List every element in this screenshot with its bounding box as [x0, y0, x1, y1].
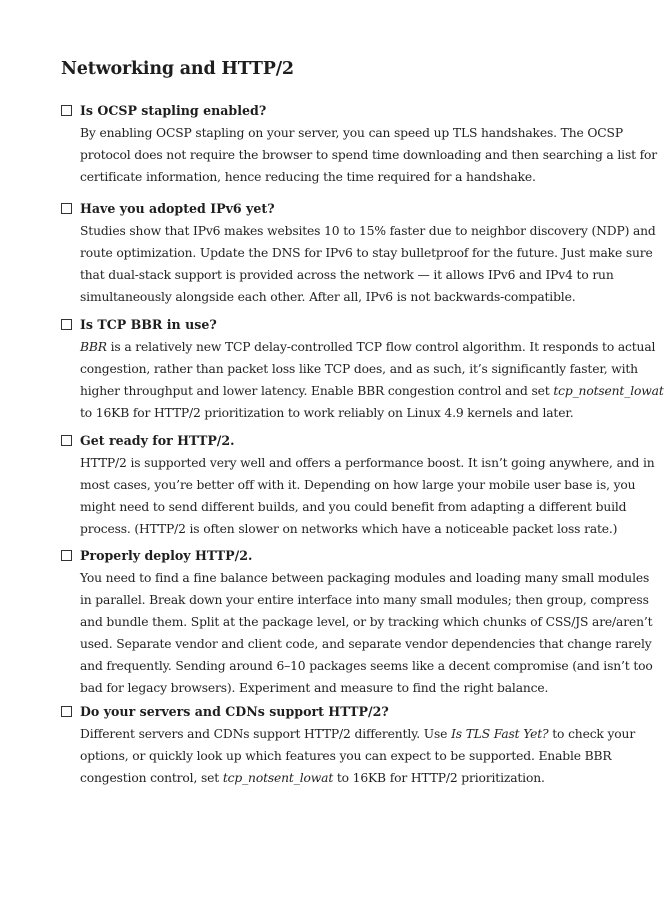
checklist-item-body [80, 723, 636, 789]
body-line: Studies show that IPv6 makes websites 10 to 15% faster due to neighbor discovery (NDP) and [80, 224, 656, 238]
body-line: By enabling OCSP stapling on your server, you can speed up TLS handshakes. The OCSP [80, 126, 623, 140]
checklist-item-title: Is OCSP stapling enabled? [61, 100, 591, 122]
body-line: and frequently. Sending around 6–10 packages seems like a decent compromise (and isn’t too [80, 659, 653, 673]
checklist-item-tcp-bbr [61, 314, 664, 424]
body-line: higher throughput and lower latency. Enable BBR congestion control and set tcp_notsent_lowat [80, 384, 664, 398]
checkbox-icon[interactable] [61, 435, 72, 446]
body-line: Different servers and CDNs support HTTP/2 differently. Use Is TLS Fast Yet? to check your [80, 727, 636, 741]
body-line: options, or quickly look up which features you can expect to be supported. Enable BBR [80, 749, 612, 763]
bbr-term: BBR [80, 340, 107, 354]
body-line: to 16KB for HTTP/2 prioritization to work reliably on Linux 4.9 kernels and later. [80, 406, 574, 420]
checklist-item-title: Have you adopted IPv6 yet? [61, 198, 591, 220]
body-line: congestion, rather than packet loss like TCP does, and as such, it’s significantly faster, with [80, 362, 638, 376]
checklist-item-title: Is TCP BBR in use? [61, 314, 591, 336]
checkbox-icon[interactable] [61, 105, 72, 116]
body-line: that dual-stack support is provided across the network — it allows IPv6 and IPv4 to run [80, 268, 614, 282]
body-line: You need to find a fine balance between packaging modules and loading many small modules [80, 571, 650, 585]
checklist-item-body [80, 336, 664, 424]
checklist-item-title: Get ready for HTTP/2. [61, 430, 591, 452]
body-line: used. Separate vendor and client code, and separate vendor dependencies that change rarely [80, 637, 652, 651]
checklist-item-body [80, 122, 658, 188]
checklist-item-cdn-http2 [61, 701, 636, 789]
checklist-item-body [80, 452, 655, 540]
checkbox-icon[interactable] [61, 203, 72, 214]
code-term: tcp_notsent_lowat [222, 771, 334, 785]
checklist-item-http2-ready [61, 430, 655, 540]
body-line: simultaneously alongside each other. After all, IPv6 is not backwards-compatible. [80, 290, 576, 304]
body-line: certificate information, hence reducing the time required for a handshake. [80, 170, 536, 184]
link-is-tls-fast-yet[interactable]: Is TLS Fast Yet? [451, 727, 549, 741]
checklist-item-http2-deploy [61, 545, 653, 699]
body-line: route optimization. Update the DNS for IPv6 to stay bulletproof for the future. Just make sure [80, 246, 653, 260]
section-heading: Networking and HTTP/2 [61, 59, 294, 79]
body-line: BBR is a relatively new TCP delay-controlled TCP flow control algorithm. It responds to actual [80, 340, 656, 354]
checklist-item-ipv6 [61, 198, 656, 308]
checkbox-icon[interactable] [61, 319, 72, 330]
body-line: and bundle them. Split at the package level, or by tracking which chunks of CSS/JS are/aren’t [80, 615, 653, 629]
body-line: protocol does not require the browser to spend time downloading and then searching a list for [80, 148, 658, 162]
body-line: process. (HTTP/2 is often slower on networks which have a noticeable packet loss rate.) [80, 522, 618, 536]
body-line: bad for legacy browsers). Experiment and measure to find the right balance. [80, 681, 549, 695]
checkbox-icon[interactable] [61, 706, 72, 717]
checkbox-icon[interactable] [61, 550, 72, 561]
checklist-item-ocsp [61, 100, 658, 188]
checklist-item-body [80, 220, 656, 308]
body-line: most cases, you’re better off with it. Depending on how large your mobile user base is, you [80, 478, 636, 492]
checklist-item-title: Properly deploy HTTP/2. [61, 545, 591, 567]
body-line: HTTP/2 is supported very well and offers a performance boost. It isn’t going anywhere, and in [80, 456, 655, 470]
checklist-item-title: Do your servers and CDNs support HTTP/2? [61, 701, 591, 723]
body-line: might need to send different builds, and you could benefit from adapting a different build [80, 500, 627, 514]
body-line: congestion control, set tcp_notsent_lowat to 16KB for HTTP/2 prioritization. [80, 771, 545, 785]
checklist-item-body [80, 567, 653, 699]
body-line: in parallel. Break down your entire interface into many small modules; then group, compress [80, 593, 649, 607]
code-term: tcp_notsent_lowat [553, 384, 664, 398]
